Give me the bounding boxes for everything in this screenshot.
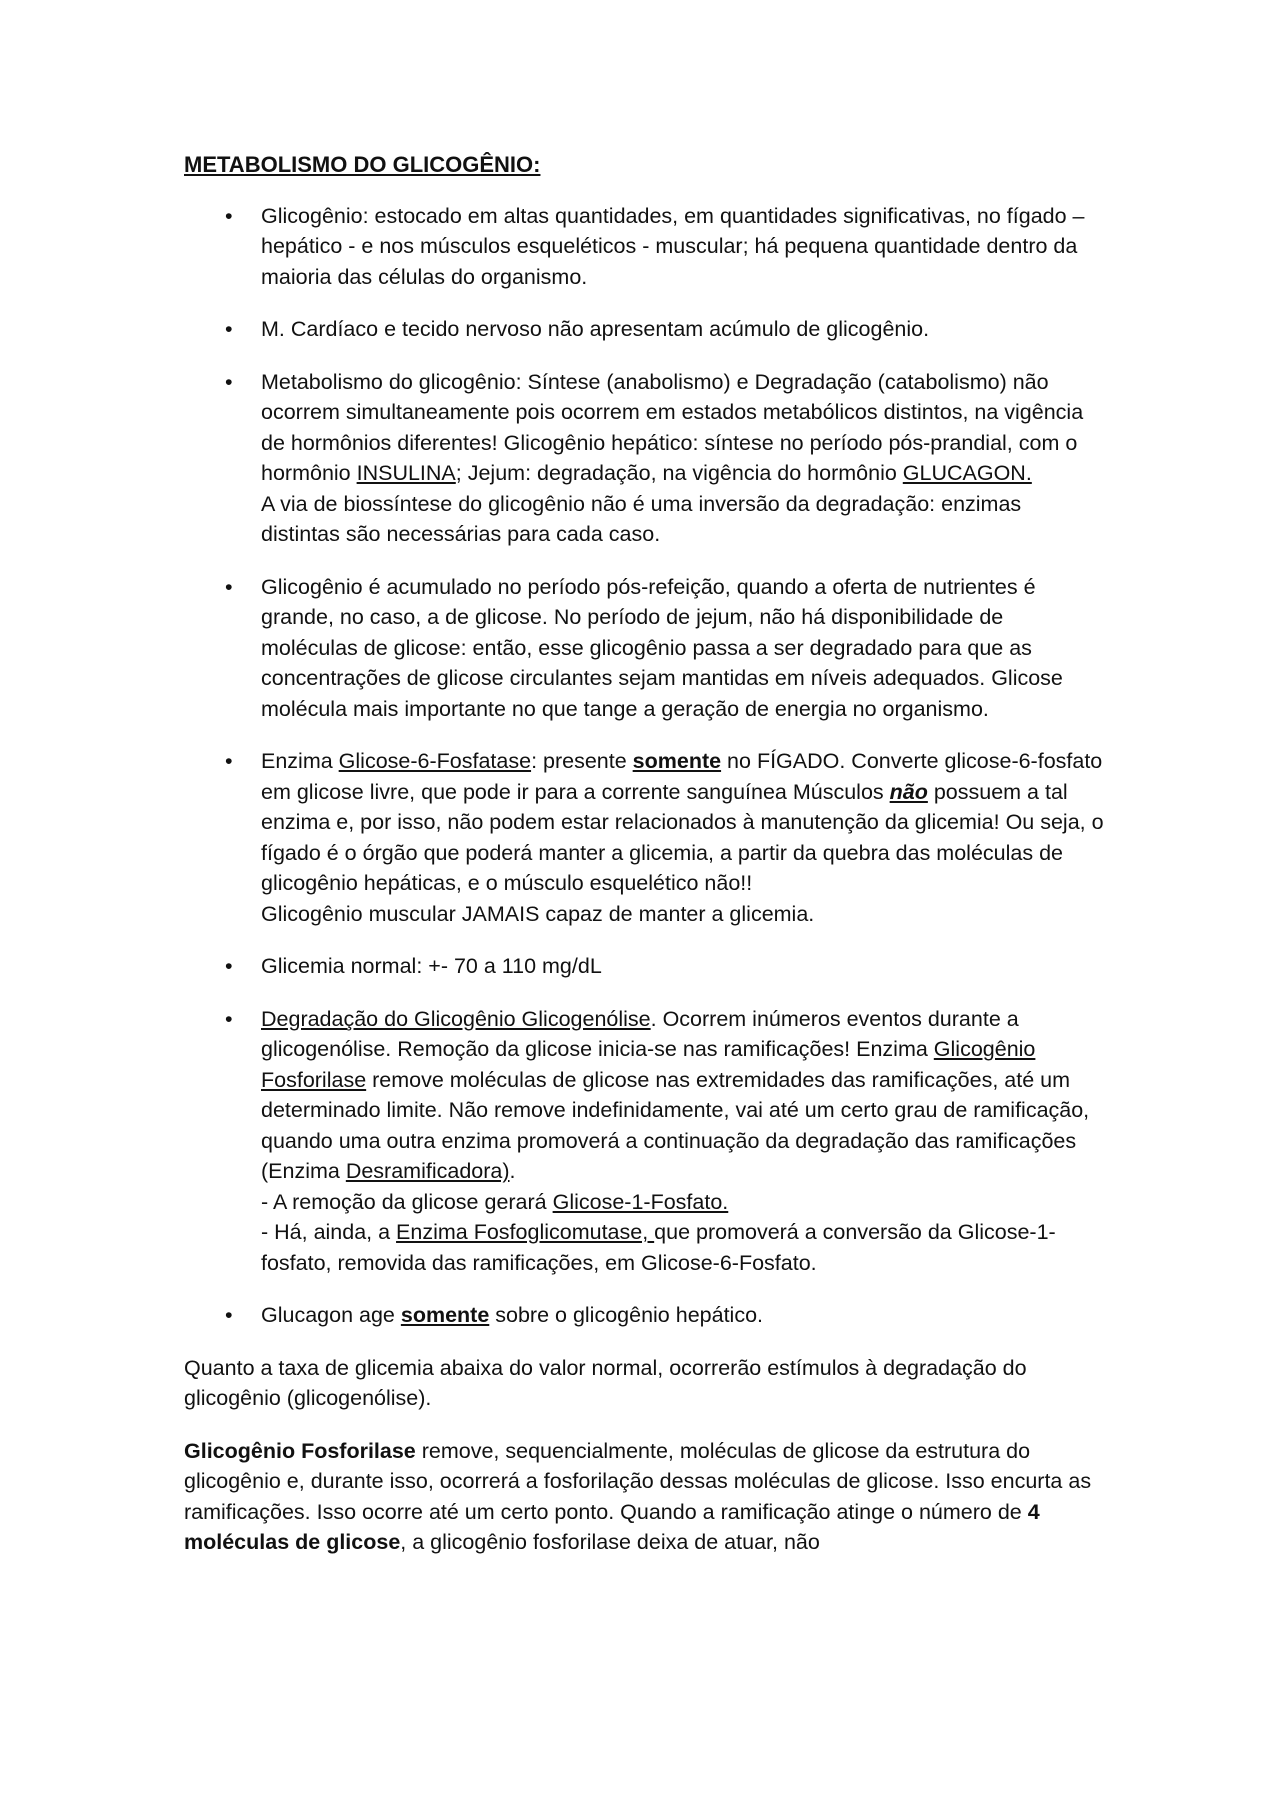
paragraph-text: , a glicogênio fosforilase deixa de atuar, não [400,1530,820,1554]
paragraph-text: remove, sequencialmente, moléculas de glicose da estrutura do glicogênio e, durante isso, ocorrerá a fosforilação dessas moléculas de glicose. Isso encurta as ramificações. Isso ocorre até um certo ponto. Quando a ramificação atinge o número de [184,1438,1092,1524]
underlined-term: INSULINA [356,461,456,485]
paragraph-text: Quanto a taxa de glicemia abaixa do valor normal, ocorrerão estímulos à degradação do glicogênio (glicogenólise). [184,1355,1027,1410]
bullet-text: Glicogênio muscular JAMAIS capaz de manter a glicemia. [261,901,815,926]
bullet-icon: • [225,954,233,978]
underlined-term: Glicogênio Fosforilase [261,1037,1036,1092]
bullet-text: sobre o glicogênio hepático. [489,1303,763,1327]
document-page [184,150,1104,1580]
bullet-icon: • [225,1303,233,1327]
bold-term: 4 moléculas de glicose [184,1499,1040,1554]
bullet-text: que promoverá a conversão da Glicose-1-fosfato, removida das ramificações, em Glicose-6-Fosfato. [261,1220,1056,1275]
underlined-term: Degradação do Glicogênio Glicogenólise [261,1006,651,1031]
underlined-term: Glicose-6-Fosfatase [338,749,532,773]
bullet-text: - Há, ainda, a [261,1220,397,1244]
underlined-term: Glicose-1-Fosfato. [552,1189,729,1214]
bullet-text: Glicogênio: estocado em altas quantidades, em quantidades significativas, no fígado – hepático - e nos músculos esqueléticos - muscular; há pequena quantidade dentro da maioria das células do organismo. [261,203,1085,289]
list-item [184,314,1104,345]
paragraph [184,1436,1104,1558]
bullet-list [184,201,1104,1331]
bullet-text: no FÍGADO. Converte glicose-6-fosfato em glicose livre, que pode ir para a corrente sanguínea Músculos [261,749,1103,804]
emphasis-term: somente [400,1303,490,1327]
bullet-icon: • [225,1006,233,1031]
bullet-icon: • [225,369,233,394]
underlined-term: Enzima Fosfoglicomutase, [396,1220,655,1244]
bold-term: Glicogênio Fosforilase [184,1438,416,1463]
list-item [184,367,1104,550]
paragraph [184,1353,1104,1414]
list-item [184,1004,1104,1279]
list-item [184,951,1104,982]
bullet-icon: • [225,574,233,599]
bullet-text: remove moléculas de glicose nas extremidades das ramificações, até um determinado limite. Não remove indefinidamente, vai até um certo grau de ramificação, quando uma outra enzima promoverá a continuação da degradação das ramificações (Enzima [261,1067,1090,1183]
bullet-text: Metabolismo do glicogênio: Síntese (anabolismo) e Degradação (catabolismo) não ocorrem simultaneamente pois ocorrem em estados metabólicos distintos, na vigência de hormônios diferentes! Glicogênio hepático: síntese no período pós-prandial, com o hormônio [261,369,1084,485]
emphasis-term: somente [632,749,722,773]
bullet-text: . [509,1159,516,1183]
list-item [184,1300,1104,1331]
bullet-text: A via de biossíntese do glicogênio não é uma inversão da degradação: enzimas distintas são necessárias para cada caso. [261,491,1022,546]
bullet-text: M. Cardíaco e tecido nervoso não apresentam acúmulo de glicogênio. [261,317,930,341]
list-item [184,572,1104,725]
bullet-text: - A remoção da glicose gerará [261,1189,553,1214]
list-item [184,201,1104,293]
emphasis-term: não [889,779,928,804]
bullet-text: Enzima [261,749,339,773]
bullet-text: Glucagon age [261,1303,401,1327]
bullet-text: possuem a tal enzima e, por isso, não podem estar relacionados à manutenção da glicemia! Ou seja, o fígado é o órgão que poderá manter a glicemia, a partir da quebra das moléculas de glicogênio hepáticas, e o músculo esquelético não!! [261,779,1104,895]
page-title: METABOLISMO DO GLICOGÊNIO: [184,152,541,177]
bullet-text: ; Jejum: degradação, na vigência do hormônio [455,461,903,485]
bullet-text: Glicemia normal: +- 70 a 110 mg/dL [261,954,602,978]
bullet-icon: • [225,749,233,773]
bullet-text: . Ocorrem inúmeros eventos durante a glicogenólise. Remoção da glicose inicia-se nas ramificações! Enzima [261,1006,1019,1061]
bullet-icon: • [225,317,233,341]
underlined-term: GLUCAGON. [902,461,1032,485]
list-item [184,746,1104,929]
bullet-icon: • [225,203,233,228]
bullet-text: : presente [531,749,633,773]
underlined-term: Desramificadora) [345,1159,510,1183]
bullet-text: Glicogênio é acumulado no período pós-refeição, quando a oferta de nutrientes é grande, no caso, a de glicose. No período de jejum, não há disponibilidade de moléculas de glicose: então, esse glicogênio passa a ser degradado para que as concentrações de glicose circulantes sejam mantidas em níveis adequados. Glicose molécula mais importante no que tange a geração de energia no organismo. [261,574,1063,721]
